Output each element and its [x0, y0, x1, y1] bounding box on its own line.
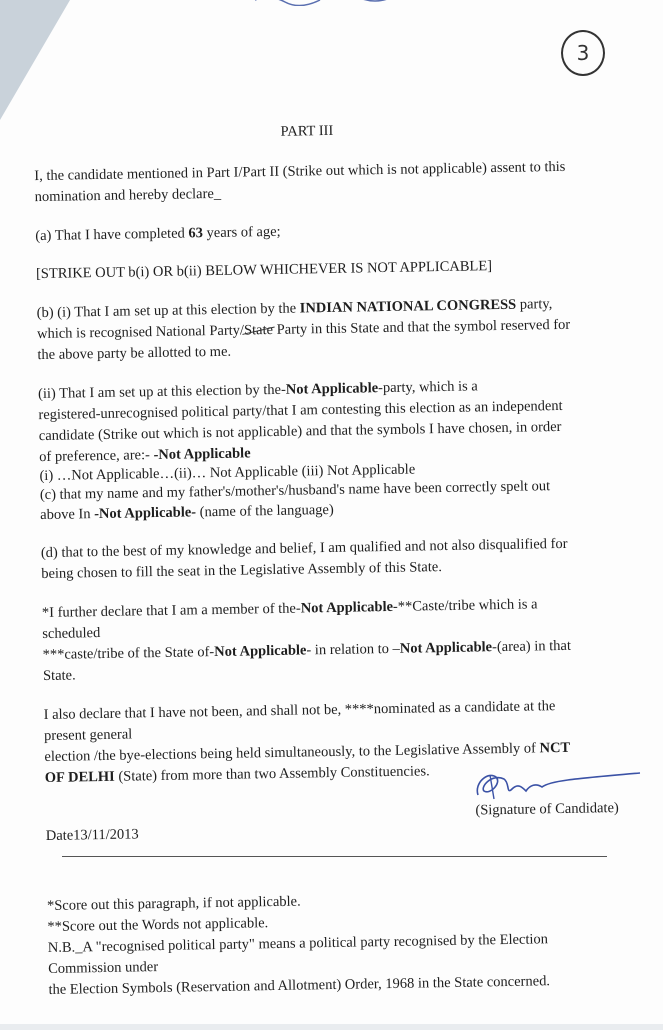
state-value: Not Applicable [214, 642, 307, 661]
age-value: 63 [188, 225, 204, 242]
note-4: Commission under [48, 959, 159, 977]
clause-a [35, 224, 281, 245]
struck-state-word: State [243, 321, 274, 339]
clause-b1-line-2 [37, 317, 570, 343]
date-line [46, 826, 139, 845]
g4-tail: (State) from more than two Assembly Constituencies. [114, 763, 430, 785]
f1-value: Not Applicable [300, 598, 394, 617]
clause-a-tail: years of age; [202, 223, 281, 242]
note-1: *Score out this paragraph, if not applicable. [46, 893, 301, 914]
clause-c-line-2 [40, 502, 334, 524]
note-5: the Election Symbols (Reservation and Allotment) Order, 1968 in the State concerned. [48, 973, 551, 998]
note-3: N.B._A "recognised political party" means a political party recognised by the Election [47, 931, 549, 956]
ii1-text: (ii) That I am set up at this election by the- [37, 381, 286, 403]
f3-tail: -(area) in that [491, 637, 572, 656]
caste-line-3 [43, 638, 572, 664]
ii1-value: Not Applicable [285, 380, 379, 398]
f1-text: *I further declare that I am a member of the- [41, 600, 301, 622]
language-value: -Not Applicable- [94, 504, 197, 523]
clause-c-line-1: (c) that my name and my father's/mother's/husband's name have been correctly spelt out [39, 478, 551, 504]
intro-line-1: I, the candidate mentioned in Part I/Part II (Strike out which is not applicable) assent to this [34, 158, 566, 185]
signature-label: (Signature of Candidate) [475, 800, 619, 819]
symbols-line: (i) …Not Applicable…(ii)… Not Applicable (iii) Not Applicable [39, 461, 416, 485]
b1-tail: party, [516, 296, 553, 313]
page-number: 3 [576, 41, 590, 65]
footnote-divider [62, 856, 607, 857]
clause-b2-line-4 [39, 445, 251, 466]
c2-tail: (name of the language) [195, 501, 334, 521]
ii4-value: -Not Applicable [153, 445, 251, 464]
clause-b1-line-3: the above party be allotted to me. [37, 343, 232, 364]
clause-d-line-2: being chosen to fill the seat in the Legislative Assembly of this State. [41, 559, 443, 583]
strike-instruction: [STRIKE OUT b(i) OR b(ii) BELOW WHICHEVER IS NOT APPLICABLE] [35, 258, 493, 283]
caste-line-1 [42, 596, 538, 622]
delhi-value: OF DELHI [44, 768, 115, 787]
date-label: Date [45, 827, 74, 845]
date-value: 13/11/2013 [73, 826, 139, 844]
note-2: **Score out the Words not applicable. [47, 915, 269, 935]
final-declaration-line-3 [44, 740, 570, 766]
b2-tail: Party in this State and that the symbol reserved for [272, 316, 571, 338]
party-name: INDIAN NATIONAL CONGRESS [299, 296, 517, 317]
c2-text: above In [40, 506, 95, 524]
clause-b2-line-2: registered-unrecognised political party/that I am contesting this election as an independent [38, 397, 563, 424]
nct-value: NCT [539, 739, 571, 757]
clause-a-text: (a) That I have completed [35, 225, 189, 245]
final-declaration-line-1: I also declare that I have not been, and shall not be, ****nominated as a candidate at the [43, 698, 556, 724]
area-value: Not Applicable [399, 639, 493, 657]
f3-mid: - in relation to – [306, 640, 400, 659]
b1-text: (b) (i) That I am set up at this election by the [36, 300, 300, 322]
clause-b2-line-1 [38, 378, 478, 403]
clause-b2-line-3: candidate (Strike out which is not applicable) and that the symbols I have chosen, in order [38, 418, 562, 445]
f3-text: ***caste/tribe of the State of- [42, 644, 215, 664]
ii4-text: of preference, are:- [39, 447, 154, 466]
g3-text: election /the bye-elections being held simultaneously, to the Legislative Assembly of [44, 740, 540, 766]
caste-line-4: State. [42, 667, 76, 685]
caste-line-2: scheduled [42, 625, 101, 643]
clause-d-line-1: (d) that to the best of my knowledge and belief, I am qualified and not also disqualified for [40, 535, 568, 562]
candidate-signature [470, 765, 650, 805]
final-declaration-line-2: present general [43, 726, 133, 745]
part-title: PART III [280, 122, 334, 140]
f1-tail: -**Caste/tribe which is a [392, 596, 538, 615]
final-declaration-line-4 [45, 763, 430, 787]
ii1-tail: -party, which is a [377, 378, 478, 397]
intro-line-2: nomination and hereby declare_ [34, 185, 222, 206]
b2-text: which is recognised National Party/ [36, 322, 245, 343]
